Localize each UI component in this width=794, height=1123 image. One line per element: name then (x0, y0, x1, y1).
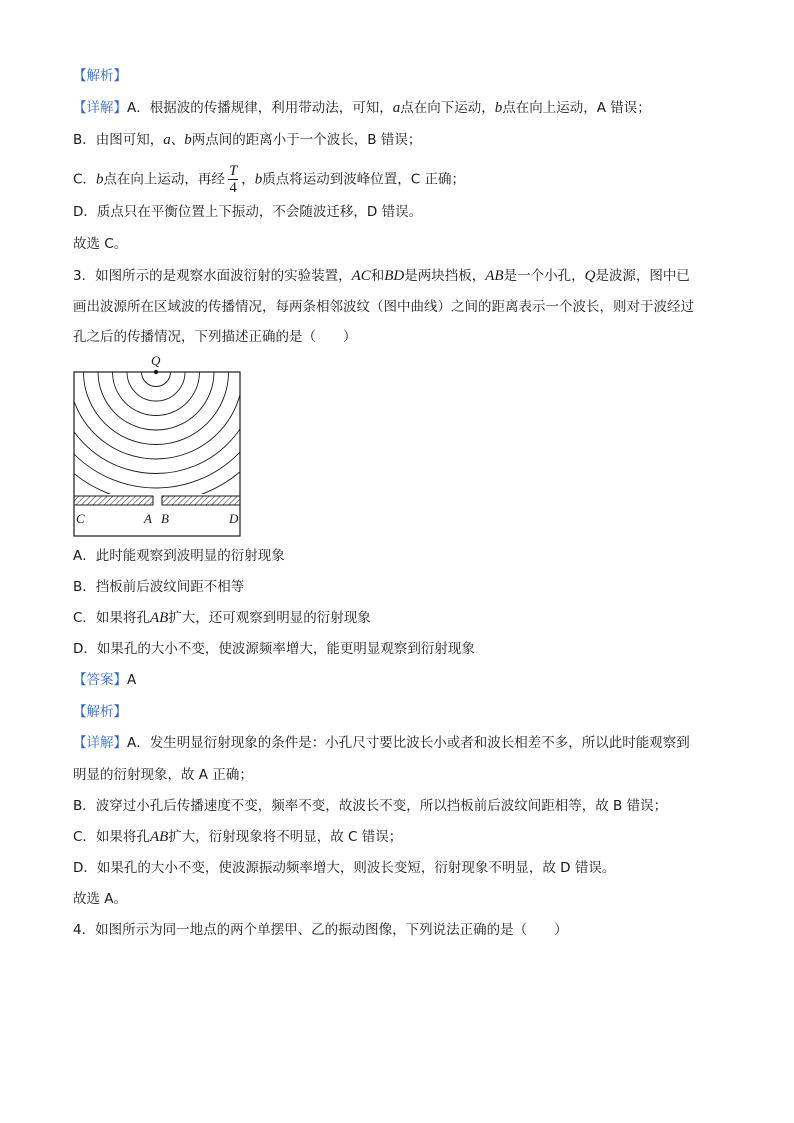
var-q: Q (584, 268, 596, 284)
analysis-tag: 【解析】 (73, 704, 127, 720)
var-ab: AB (149, 829, 169, 845)
label-c: C (76, 511, 85, 526)
explanation-line-b (73, 130, 421, 150)
explanation3-line-b (73, 796, 667, 816)
var-ac: AC (351, 268, 371, 284)
conclusion (73, 234, 127, 254)
text: 孔之后的传播情况，下列描述正确的是（ ） (73, 329, 357, 345)
fraction-numerator: T (228, 163, 238, 179)
text: 3．如图所示的是观察水面波衍射的实验装置， (73, 268, 352, 284)
option-c (73, 608, 371, 628)
label-a: A (144, 511, 152, 526)
question-4 (73, 920, 568, 940)
explanation3-line-a (73, 733, 690, 753)
text: 明显的衍射现象，故 A 正确； (73, 767, 253, 783)
text: 点在向下运动， (400, 100, 495, 116)
var-b: b (184, 132, 192, 148)
label-d: D (229, 511, 239, 526)
var-b: b (95, 171, 104, 188)
option-d (73, 639, 475, 659)
text: C． (73, 171, 96, 188)
answer-value: A (127, 672, 137, 688)
option-a (73, 546, 285, 566)
explanation-line-a (73, 98, 651, 118)
detail-tag: 【详解】 (73, 735, 127, 751)
text: 和 (370, 268, 385, 284)
text: D．质点只在平衡位置上下振动，不会随波迁移，D 错误。 (73, 204, 423, 220)
text: 扩大，衍射现象将不明显，故 C 错误； (168, 829, 403, 845)
detail-tag: 【详解】 (73, 100, 127, 116)
var-b: b (494, 100, 503, 116)
text: A．根据波的传播规律，利用带动法，可知， (127, 100, 393, 116)
barrier-ac (74, 496, 153, 505)
var-b: b (254, 171, 263, 188)
wave-front (70, 352, 243, 459)
text: 4．如图所示为同一地点的两个单摆甲、乙的振动图像，下列说法正确的是（ ） (73, 922, 568, 938)
text: 点在向上运动，A 错误； (502, 100, 651, 116)
text: ， (241, 171, 255, 188)
wave-source-point (154, 370, 158, 374)
text: B．由图可知， (73, 132, 164, 148)
text: A．发生明显衍射现象的条件是：小孔尺寸要比波长小或者和波长相差不多，所以此时能观察到 (127, 735, 690, 751)
var-ab: AB (149, 610, 169, 626)
text: C．如果将孔 (73, 610, 150, 626)
text: 质点将运动到波峰位置，C 正确； (262, 171, 465, 188)
fraction-t-over-4 (228, 163, 238, 196)
text: 两点间的距离小于一个波长，B 错误； (191, 132, 422, 148)
explanation3-line-c (73, 827, 402, 847)
var-ab: AB (485, 268, 504, 284)
text: 扩大，还可观察到明显的衍射现象 (168, 610, 371, 626)
text: B．挡板前后波纹间距不相等 (73, 579, 245, 595)
text: 是两块挡板， (404, 268, 486, 284)
fraction-denominator: 4 (229, 180, 237, 196)
answer-tag: 【答案】 (73, 672, 127, 688)
label-b: B (161, 511, 169, 526)
barrier-bd (162, 496, 240, 505)
label-q: Q (151, 353, 161, 368)
var-bd: BD (384, 268, 405, 284)
analysis-tag: 【解析】 (73, 68, 127, 84)
wave-front (70, 352, 248, 474)
text: 是一个小孔， (503, 268, 585, 284)
explanation3-line-a2 (73, 765, 253, 785)
wave-fronts (70, 352, 248, 503)
text: 画出波源所在区域波的传播情况，每两条相邻波纹（图中曲线）之间的距离表示一个波长，则对于波经过 (73, 299, 694, 315)
text: 点在向上运动，再经 (103, 171, 225, 188)
text: D．如果孔的大小不变，使波源振动频率增大，则波长变短，衍射现象不明显，故 D 错误。 (73, 860, 616, 876)
text: D．如果孔的大小不变，使波源频率增大，能更明显观察到衍射现象 (73, 641, 475, 657)
diffraction-figure (70, 352, 248, 542)
answer-line (73, 670, 136, 690)
question-3-line-3 (73, 327, 357, 347)
explanation-line-c (73, 163, 465, 196)
option-b (73, 577, 244, 597)
explanation-line-d (73, 202, 422, 222)
text: 故选 A。 (73, 891, 128, 907)
analysis-heading-2 (73, 702, 127, 722)
wave-front (70, 352, 248, 503)
var-a: a (392, 100, 401, 116)
text: C．如果将孔 (73, 829, 150, 845)
question-3-line-2 (73, 297, 694, 317)
text: 、 (170, 132, 185, 148)
var-a: a (163, 132, 171, 148)
text: A．此时能观察到波明显的衍射现象 (73, 548, 285, 564)
explanation3-line-d (73, 858, 615, 878)
question-3-line-1 (73, 266, 690, 286)
text: 是波源，图中已 (595, 268, 690, 284)
text: 故选 C。 (73, 236, 128, 252)
text: B．波穿过小孔后传播速度不变，频率不变，故波长不变，所以挡板前后波纹间距相等，故 B 错误； (73, 798, 668, 814)
conclusion-2 (73, 889, 127, 909)
analysis-heading (73, 66, 127, 86)
